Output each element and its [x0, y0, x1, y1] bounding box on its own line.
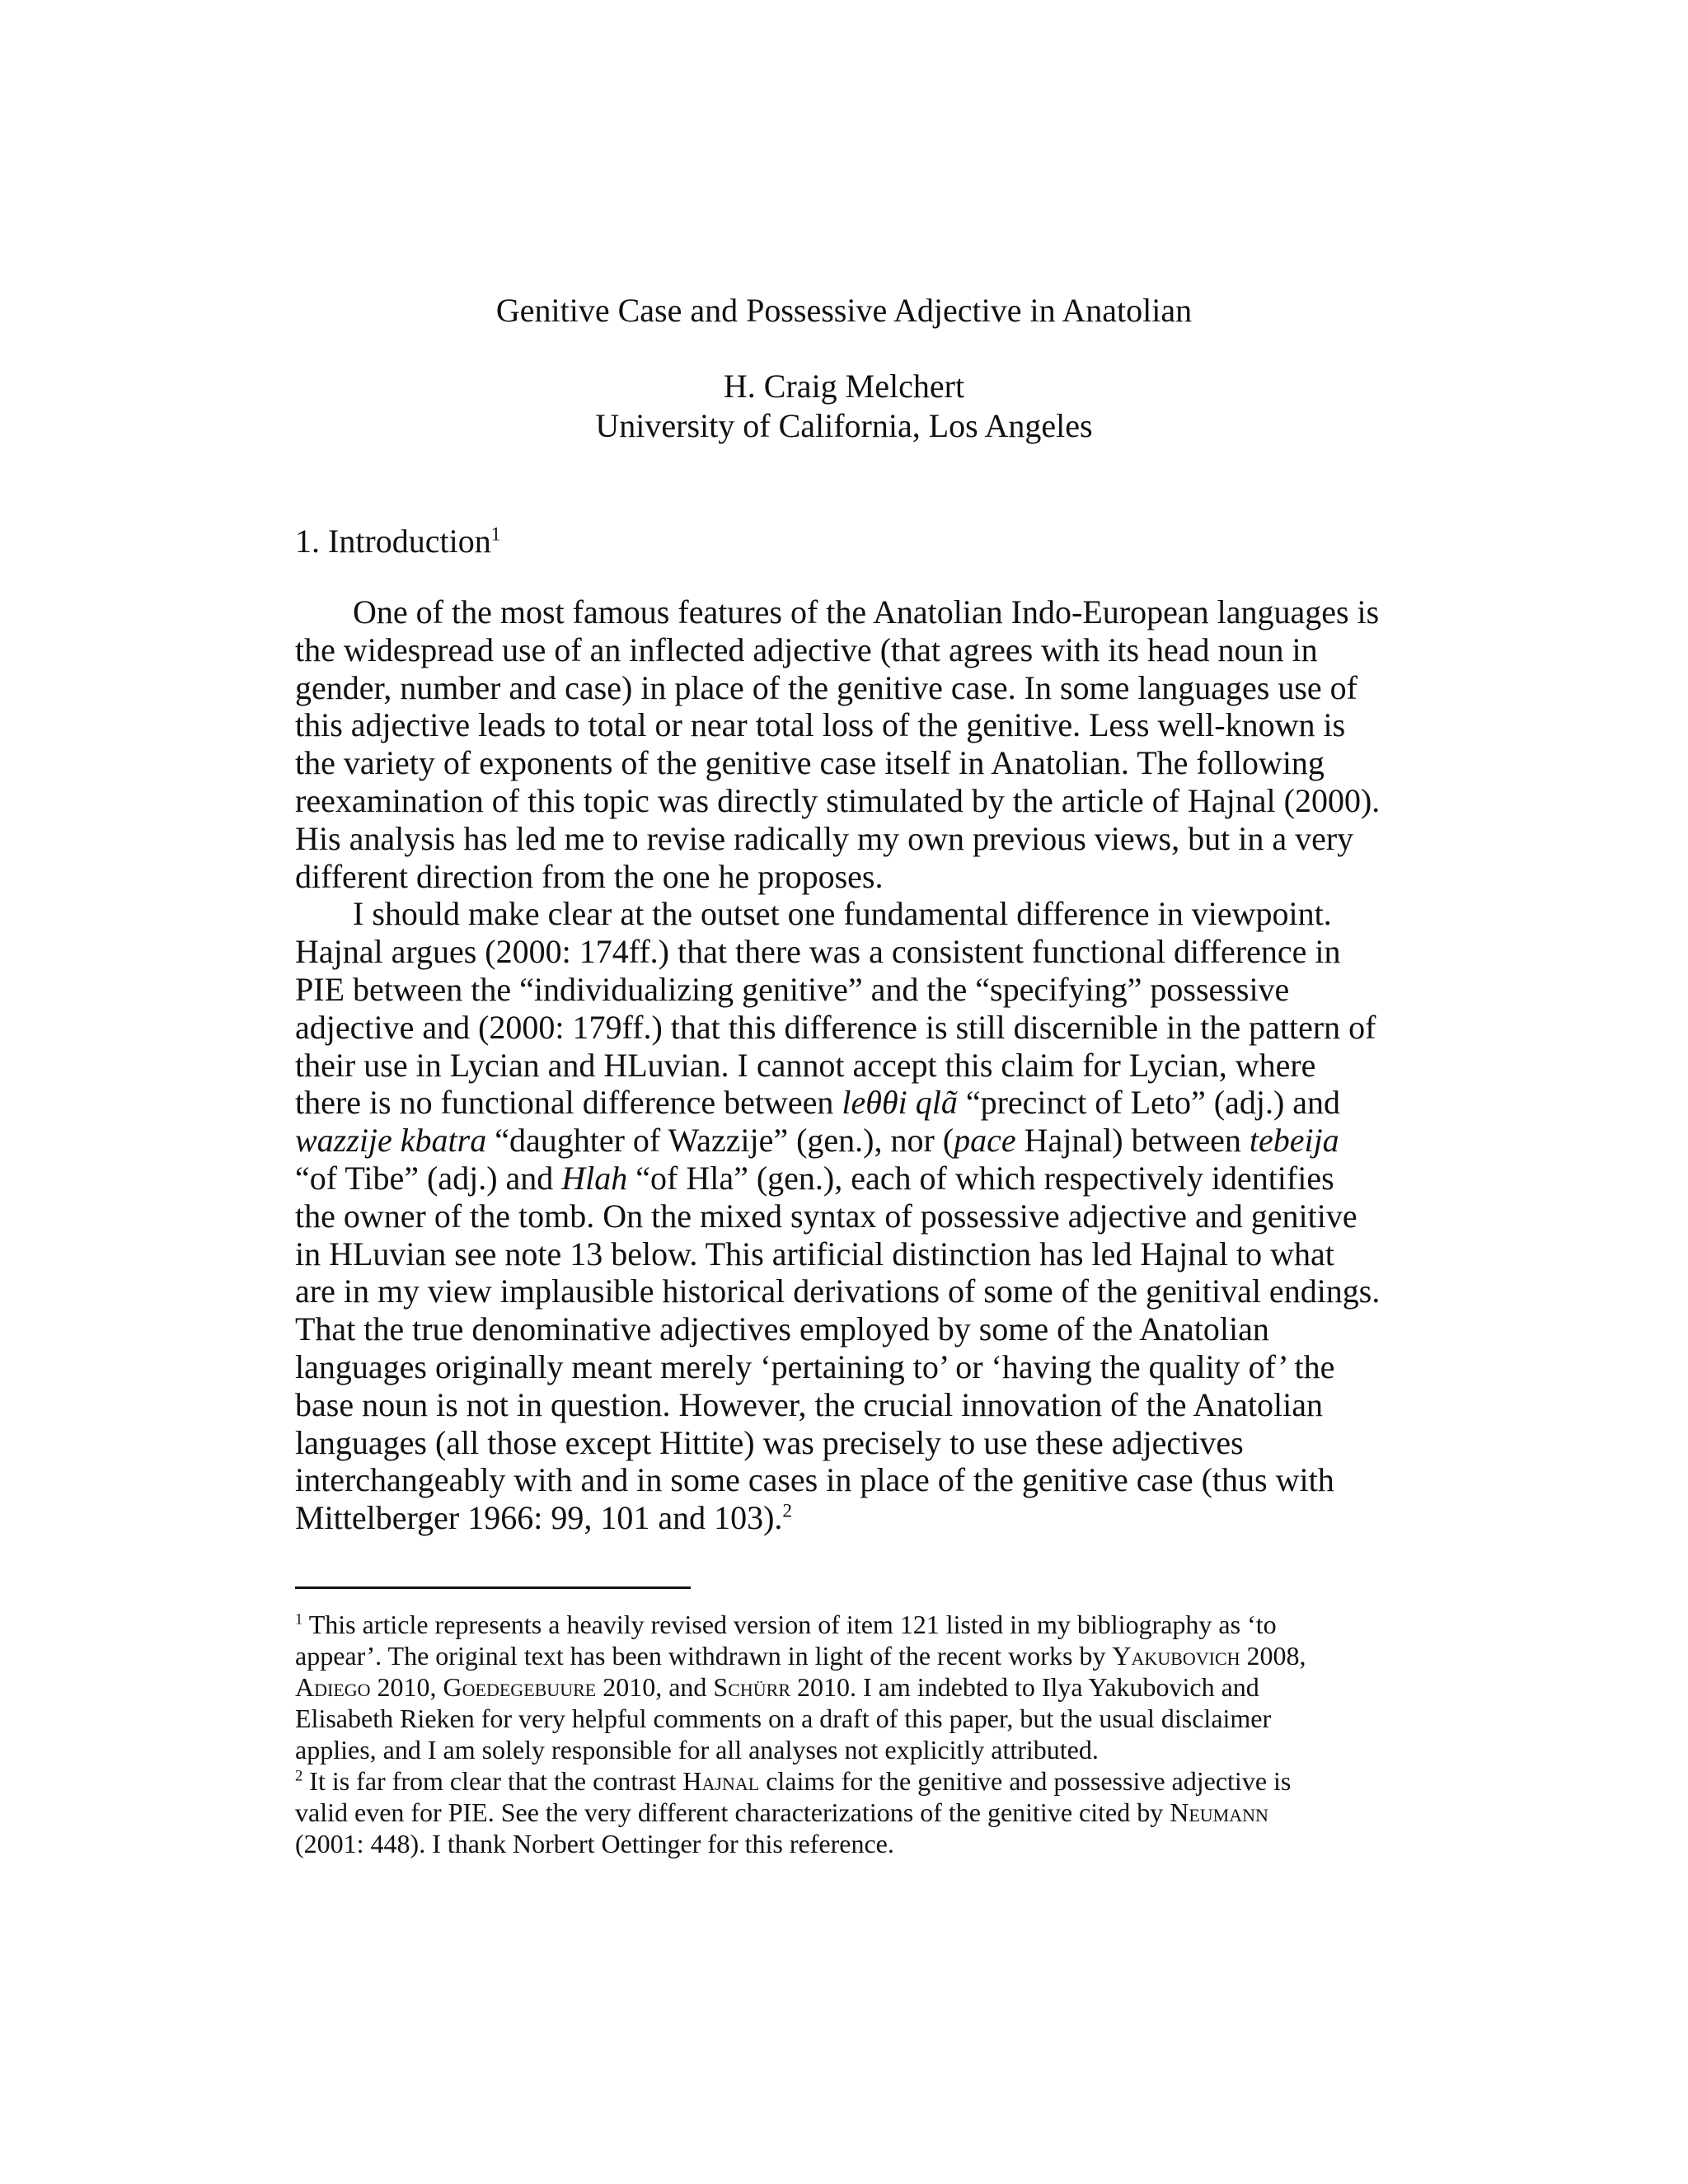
- text-line: [295, 1122, 1416, 1160]
- text-line: the owner of the tomb. On the mixed syntax of possessive adjective and genitive: [295, 1197, 1357, 1235]
- text-line: Elisabeth Rieken for very helpful comments on a draft of this paper, but the usual disclaimer: [295, 1704, 1272, 1733]
- text-line: [295, 1765, 1416, 1797]
- lycian-term: wazzije kbatra: [295, 1122, 487, 1160]
- footnote-mark-2: 2: [295, 1767, 303, 1785]
- text-line: [295, 1499, 1416, 1537]
- text-line: [295, 1084, 1416, 1122]
- text-line: That the true denominative adjectives employed by some of the Anatolian: [295, 1310, 1269, 1348]
- author-citation: Schürr: [713, 1672, 790, 1702]
- text-line: PIE between the “individualizing genitive” and the “specifying” possessive: [295, 970, 1290, 1008]
- author-citation: Yakubovich: [1112, 1641, 1240, 1671]
- text-run: “daughter of Wazzije” (gen.), nor (: [486, 1122, 954, 1160]
- text-line: (2001: 448). I thank Norbert Oettinger for this reference.: [295, 1829, 894, 1858]
- text-line: applies, and I am solely responsible for all analyses not explicitly attributed.: [295, 1735, 1099, 1765]
- footnote-1: [295, 1609, 1416, 1765]
- text-run: valid even for PIE. See the very different characterizations of the genitive cited by: [295, 1797, 1170, 1827]
- text-run: there is no functional difference between: [295, 1084, 842, 1122]
- paper-title: Genitive Case and Possessive Adjective in Anatolian: [495, 292, 1193, 329]
- footnote-2: [295, 1765, 1416, 1859]
- author-name: H. Craig Melchert: [723, 368, 965, 405]
- lycian-term: Hlah: [561, 1159, 628, 1197]
- text-line: One of the most famous features of the Anatolian Indo-European languages is: [353, 593, 1380, 630]
- section-heading-text: 1. Introduction: [295, 523, 491, 560]
- text-line: base noun is not in question. However, the crucial innovation of the Anatolian: [295, 1385, 1324, 1423]
- text-line: languages (all those except Hittite) was precisely to use these adjectives: [295, 1423, 1244, 1461]
- text-line: their use in Lycian and HLuvian. I cannot accept this claim for Lycian, where: [295, 1046, 1316, 1084]
- text-line: different direction from the one he proposes.: [295, 857, 884, 895]
- text-run: 2010,: [370, 1672, 443, 1702]
- author-citation: Adiego: [295, 1672, 371, 1702]
- author-affiliation: University of California, Los Angeles: [595, 407, 1093, 444]
- text-line: are in my view implausible historical derivations of some of the genitival endings.: [295, 1272, 1381, 1310]
- lycian-term: leθθi qlã: [842, 1084, 958, 1122]
- text-line: the widespread use of an inflected adjective (that agrees with its head noun in: [295, 630, 1318, 668]
- text-run: This article represents a heavily revised version of item 121 listed in my bibliography as ‘to: [302, 1610, 1277, 1639]
- text-line: gender, number and case) in place of the genitive case. In some languages use of: [295, 668, 1358, 706]
- paragraph-2: [295, 895, 1416, 1537]
- text-run: Mittelberger 1966: 99, 101 and 103).: [295, 1499, 783, 1537]
- footnote-ref-1[interactable]: 1: [490, 523, 501, 546]
- text-run: 2010. I am indebted to Ilya Yakubovich and: [790, 1672, 1259, 1702]
- text-line: [295, 1797, 1416, 1828]
- footnote-ref-2[interactable]: 2: [782, 1500, 792, 1522]
- body-text: [295, 593, 1416, 1537]
- text-line: [295, 1640, 1416, 1671]
- latin-term: pace: [954, 1122, 1016, 1160]
- text-line: reexamination of this topic was directly stimulated by the article of Hajnal (2000).: [295, 781, 1381, 819]
- text-line: adjective and (2000: 179ff.) that this difference is still discernible in the pattern of: [295, 1008, 1376, 1046]
- text-line: [295, 1160, 1416, 1197]
- text-line: I should make clear at the outset one fundamental difference in viewpoint.: [353, 895, 1332, 933]
- author-block: [0, 367, 1688, 446]
- author-citation: Goedegebuure: [443, 1672, 597, 1702]
- text-run: claims for the genitive and possessive adjective is: [759, 1766, 1292, 1796]
- text-line: Hajnal argues (2000: 174ff.) that there was a consistent functional difference in: [295, 933, 1341, 971]
- text-run: Hajnal) between: [1015, 1122, 1250, 1160]
- footnote-divider: [295, 1586, 691, 1589]
- text-line: His analysis has led me to revise radically my own previous views, but in a very: [295, 819, 1354, 857]
- lycian-term: tebeija: [1249, 1122, 1339, 1160]
- text-line: this adjective leads to total or near total loss of the genitive. Less well-known is: [295, 706, 1346, 744]
- section-heading: [295, 522, 500, 561]
- text-run: “of Hla” (gen.), each of which respectively identifies: [627, 1159, 1334, 1197]
- author-citation: Neumann: [1170, 1797, 1268, 1827]
- author-citation: Hajnal: [682, 1766, 760, 1796]
- text-run: appear’. The original text has been withdrawn in light of the recent works by: [295, 1641, 1113, 1671]
- footnotes: [295, 1609, 1416, 1859]
- paragraph-1: [295, 593, 1416, 895]
- text-line: interchangeably with and in some cases in place of the genitive case (thus with: [295, 1461, 1334, 1499]
- footnote-mark-1: 1: [295, 1610, 303, 1629]
- text-line: [295, 1671, 1416, 1703]
- text-run: “of Tibe” (adj.) and: [295, 1159, 562, 1197]
- text-line: the variety of exponents of the genitive case itself in Anatolian. The following: [295, 744, 1325, 782]
- text-run: 2010, and: [596, 1672, 714, 1702]
- text-line: languages originally meant merely ‘pertaining to’ or ‘having the quality of’ the: [295, 1347, 1335, 1385]
- text-line: [295, 1609, 1416, 1640]
- text-run: “precinct of Leto” (adj.) and: [957, 1084, 1341, 1122]
- text-line: in HLuvian see note 13 below. This artificial distinction has led Hajnal to what: [295, 1235, 1334, 1272]
- text-run: 2008,: [1240, 1641, 1306, 1671]
- text-run: It is far from clear that the contrast: [302, 1766, 683, 1796]
